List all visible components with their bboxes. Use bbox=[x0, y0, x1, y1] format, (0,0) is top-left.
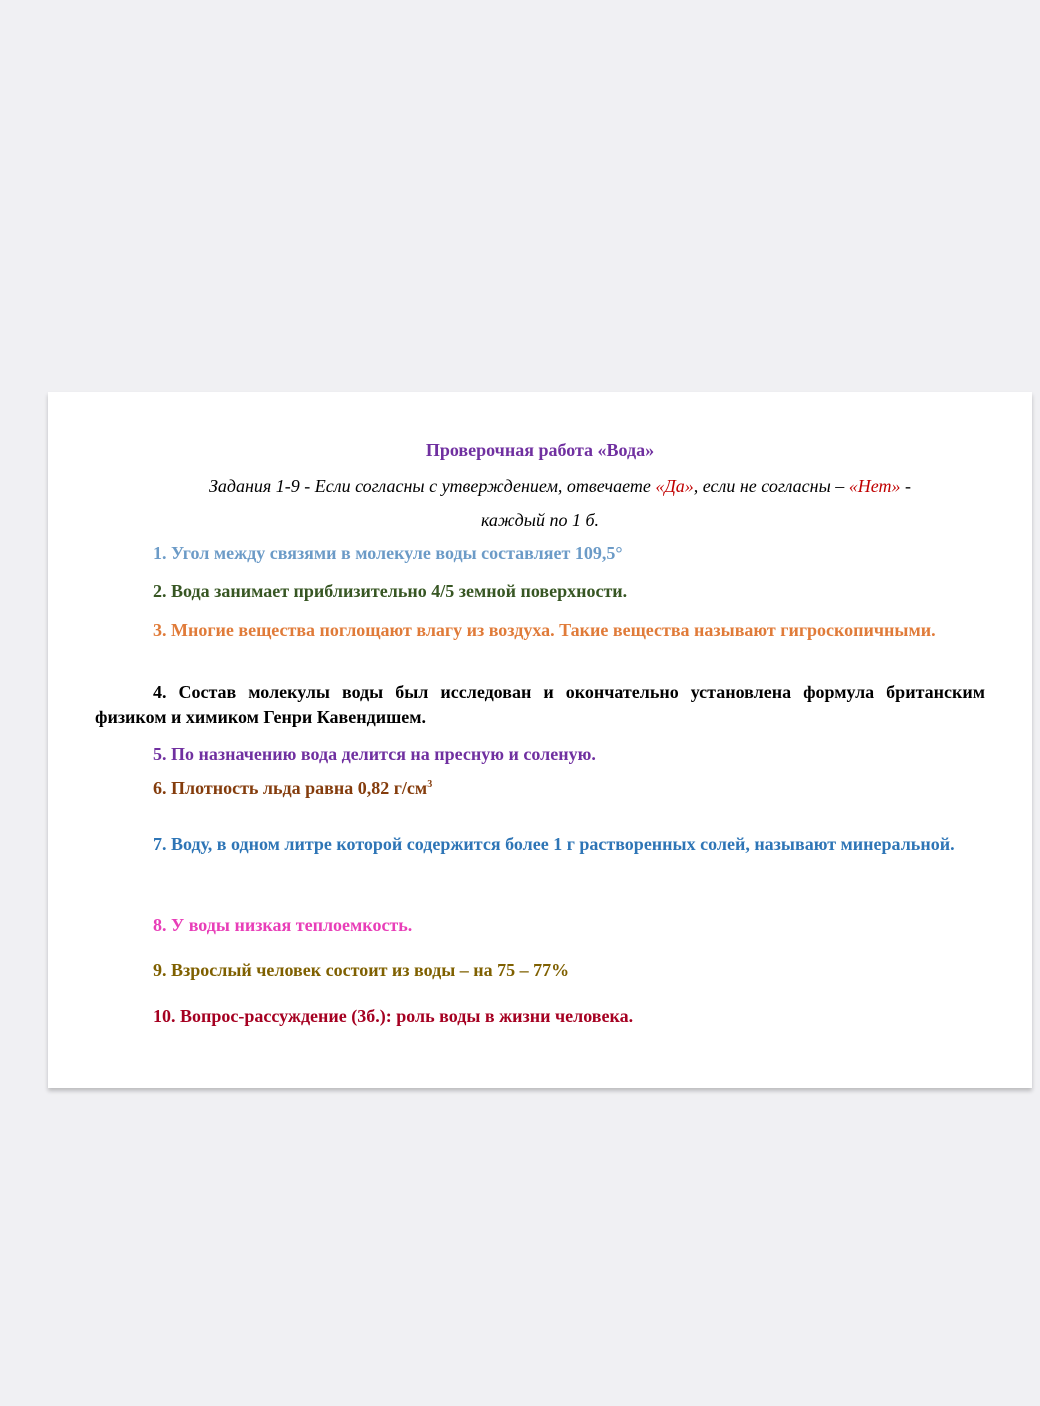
question-1-text: 1. Угол между связями в молекуле воды составляет 109,5° bbox=[153, 543, 623, 563]
question-10-text: 10. Вопрос-рассуждение (3б.): роль воды в жизни человека. bbox=[153, 1006, 634, 1026]
document-title: Проверочная работа «Вода» bbox=[425, 440, 655, 460]
question-3 bbox=[95, 618, 985, 643]
question-5 bbox=[95, 742, 985, 767]
instructions-line-1 bbox=[48, 476, 1032, 497]
question-6-superscript: 3 bbox=[427, 779, 433, 790]
question-6 bbox=[95, 776, 985, 801]
question-5-text: 5. По назначению вода делится на пресную и соленую. bbox=[153, 744, 596, 764]
question-4 bbox=[95, 680, 985, 730]
question-3-text: 3. Многие вещества поглощают влагу из воздуха. Такие вещества называют гигроскопичными. bbox=[153, 620, 936, 640]
question-9-text: 9. Взрослый человек состоит из воды – на 75 – 77% bbox=[153, 960, 570, 980]
answer-no: «Нет» bbox=[848, 476, 901, 496]
question-2 bbox=[95, 579, 985, 604]
question-2-text: 2. Вода занимает приблизительно 4/5 земной поверхности. bbox=[153, 581, 628, 601]
question-1 bbox=[95, 541, 985, 566]
question-7 bbox=[95, 822, 985, 867]
question-9 bbox=[95, 958, 985, 983]
question-6-text: 6. Плотность льда равна 0,82 г/см bbox=[153, 778, 428, 798]
question-7-text: 7. Воду, в одном литре которой содержится более 1 г растворенных солей, называют минеральной. bbox=[153, 834, 955, 854]
instructions-text-2: , если не согласны – bbox=[693, 476, 849, 496]
question-10 bbox=[95, 1004, 985, 1029]
question-4-text: 4. Состав молекулы воды был исследован и окончательно установлена формула британским физиком и химиком Генри Кавендишем. bbox=[95, 682, 985, 727]
document-page bbox=[48, 392, 1032, 1088]
instructions-text-1: Задания 1-9 - Если согласны с утверждением, отвечаете bbox=[208, 476, 656, 496]
instructions-line-2: каждый по 1 б. bbox=[480, 510, 600, 530]
question-8 bbox=[95, 913, 985, 938]
answer-yes: «Да» bbox=[655, 476, 694, 496]
instructions-text-3: - bbox=[900, 476, 912, 496]
question-8-text: 8. У воды низкая теплоемкость. bbox=[153, 915, 413, 935]
